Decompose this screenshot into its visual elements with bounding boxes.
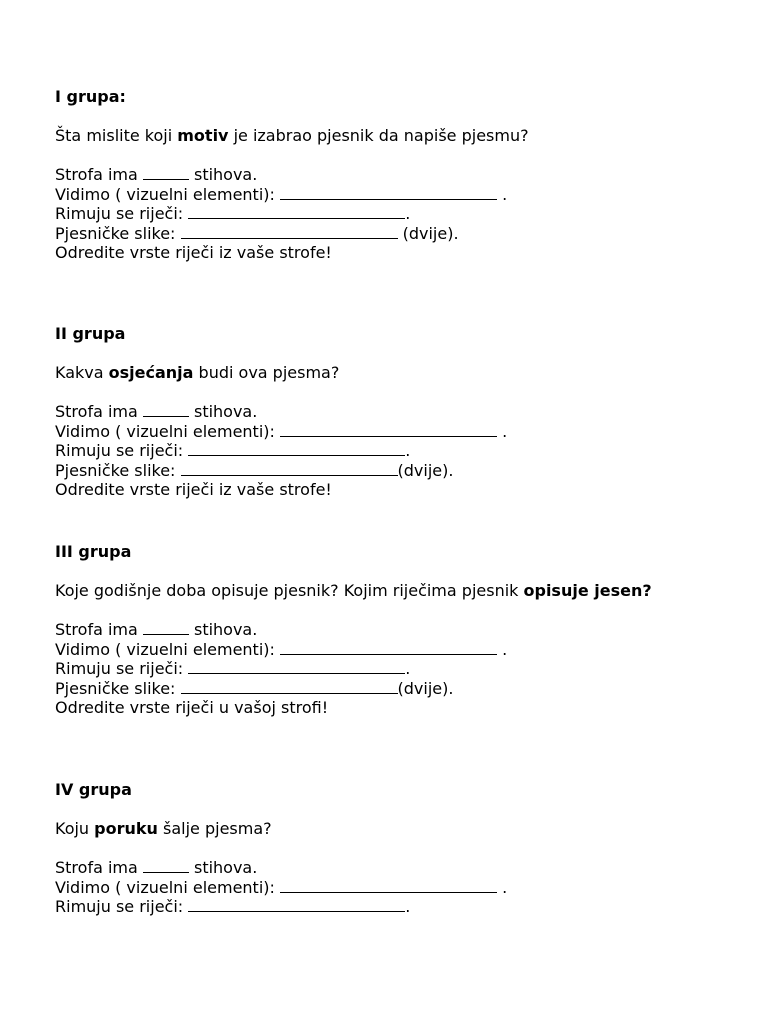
question-text: je izabrao pjesnik da napiše pjesmu? [228, 126, 529, 145]
answer-blank[interactable] [143, 402, 189, 417]
line-suffix: . [405, 204, 411, 223]
answer-blank[interactable] [188, 204, 405, 219]
line-label: Pjesničke slike: [55, 223, 181, 243]
line-suffix: . [405, 897, 411, 916]
line-label: Vidimo ( vizuelni elementi): [55, 639, 280, 659]
group-1 [55, 87, 680, 263]
answer-blank[interactable] [143, 858, 189, 873]
vidimo-line [55, 640, 680, 660]
answer-blank[interactable] [143, 620, 189, 635]
group-question [55, 819, 680, 839]
question-keyword: motiv [177, 126, 229, 145]
answer-blank[interactable] [143, 165, 189, 180]
strofa-line [55, 165, 680, 185]
group-heading: IV grupa [55, 780, 132, 799]
rimuju-line [55, 204, 680, 224]
question-text: Koje godišnje doba opisuje pjesnik? Kojim riječima pjesnik [55, 581, 524, 600]
group-question [55, 581, 680, 601]
line-label: Strofa ima [55, 402, 143, 421]
group-heading: III grupa [55, 542, 132, 561]
line-suffix: . [496, 184, 508, 204]
odredite-line: Odredite vrste riječi u vašoj strofi! [55, 698, 329, 717]
line-suffix: (dvije). [397, 223, 459, 243]
line-suffix: (dvije). [397, 678, 454, 698]
answer-blank[interactable] [280, 185, 497, 200]
question-keyword: opisuje jesen? [523, 581, 652, 600]
strofa-line [55, 402, 680, 422]
line-label: Rimuju se riječi: [55, 204, 189, 223]
answer-blank[interactable] [188, 441, 405, 456]
line-suffix: stihova. [188, 620, 258, 639]
line-label: Strofa ima [55, 165, 143, 184]
group-question [55, 126, 680, 146]
vidimo-line [55, 878, 680, 898]
answer-blank[interactable] [280, 878, 497, 893]
question-text: budi ova pjesma? [193, 363, 340, 382]
line-suffix: . [496, 639, 508, 659]
vidimo-line [55, 422, 680, 442]
question-text: Šta mislite koji [55, 126, 178, 145]
line-label: Vidimo ( vizuelni elementi): [55, 184, 280, 204]
line-label: Vidimo ( vizuelni elementi): [55, 421, 280, 441]
question-text: Kakva [55, 363, 109, 382]
question-keyword: osjećanja [108, 363, 194, 382]
group-heading: II grupa [55, 324, 126, 343]
group-3 [55, 542, 680, 718]
line-label: Vidimo ( vizuelni elementi): [55, 877, 280, 897]
line-label: Pjesničke slike: [55, 678, 181, 698]
rimuju-line [55, 897, 680, 917]
line-suffix: (dvije). [397, 460, 454, 480]
answer-blank[interactable] [181, 679, 398, 694]
line-suffix: stihova. [188, 858, 258, 877]
rimuju-line [55, 441, 680, 461]
line-label: Strofa ima [55, 620, 143, 639]
strofa-line [55, 858, 680, 878]
answer-blank[interactable] [181, 224, 398, 239]
rimuju-line [55, 659, 680, 679]
group-question [55, 363, 680, 383]
line-suffix: . [496, 877, 508, 897]
line-label: Rimuju se riječi: [55, 441, 189, 460]
odredite-line: Odredite vrste riječi iz vaše strofe! [55, 243, 332, 262]
question-text: Koju [55, 819, 95, 838]
answer-blank[interactable] [188, 897, 405, 912]
line-label: Rimuju se riječi: [55, 659, 189, 678]
slike-line [55, 679, 680, 699]
group-heading: I grupa: [55, 87, 126, 106]
line-suffix: . [405, 659, 411, 678]
line-label: Strofa ima [55, 858, 143, 877]
question-text: šalje pjesma? [157, 819, 272, 838]
strofa-line [55, 620, 680, 640]
line-suffix: . [496, 421, 508, 441]
line-label: Pjesničke slike: [55, 460, 181, 480]
group-4 [55, 780, 680, 917]
answer-blank[interactable] [280, 422, 497, 437]
group-2 [55, 324, 680, 500]
line-suffix: . [405, 441, 411, 460]
answer-blank[interactable] [181, 461, 398, 476]
question-keyword: poruku [94, 819, 158, 838]
answer-blank[interactable] [188, 659, 405, 674]
odredite-line: Odredite vrste riječi iz vaše strofe! [55, 480, 332, 499]
line-label: Rimuju se riječi: [55, 897, 189, 916]
slike-line [55, 461, 680, 481]
line-suffix: stihova. [188, 165, 258, 184]
vidimo-line [55, 185, 680, 205]
line-suffix: stihova. [188, 402, 258, 421]
answer-blank[interactable] [280, 640, 497, 655]
slike-line [55, 224, 680, 244]
